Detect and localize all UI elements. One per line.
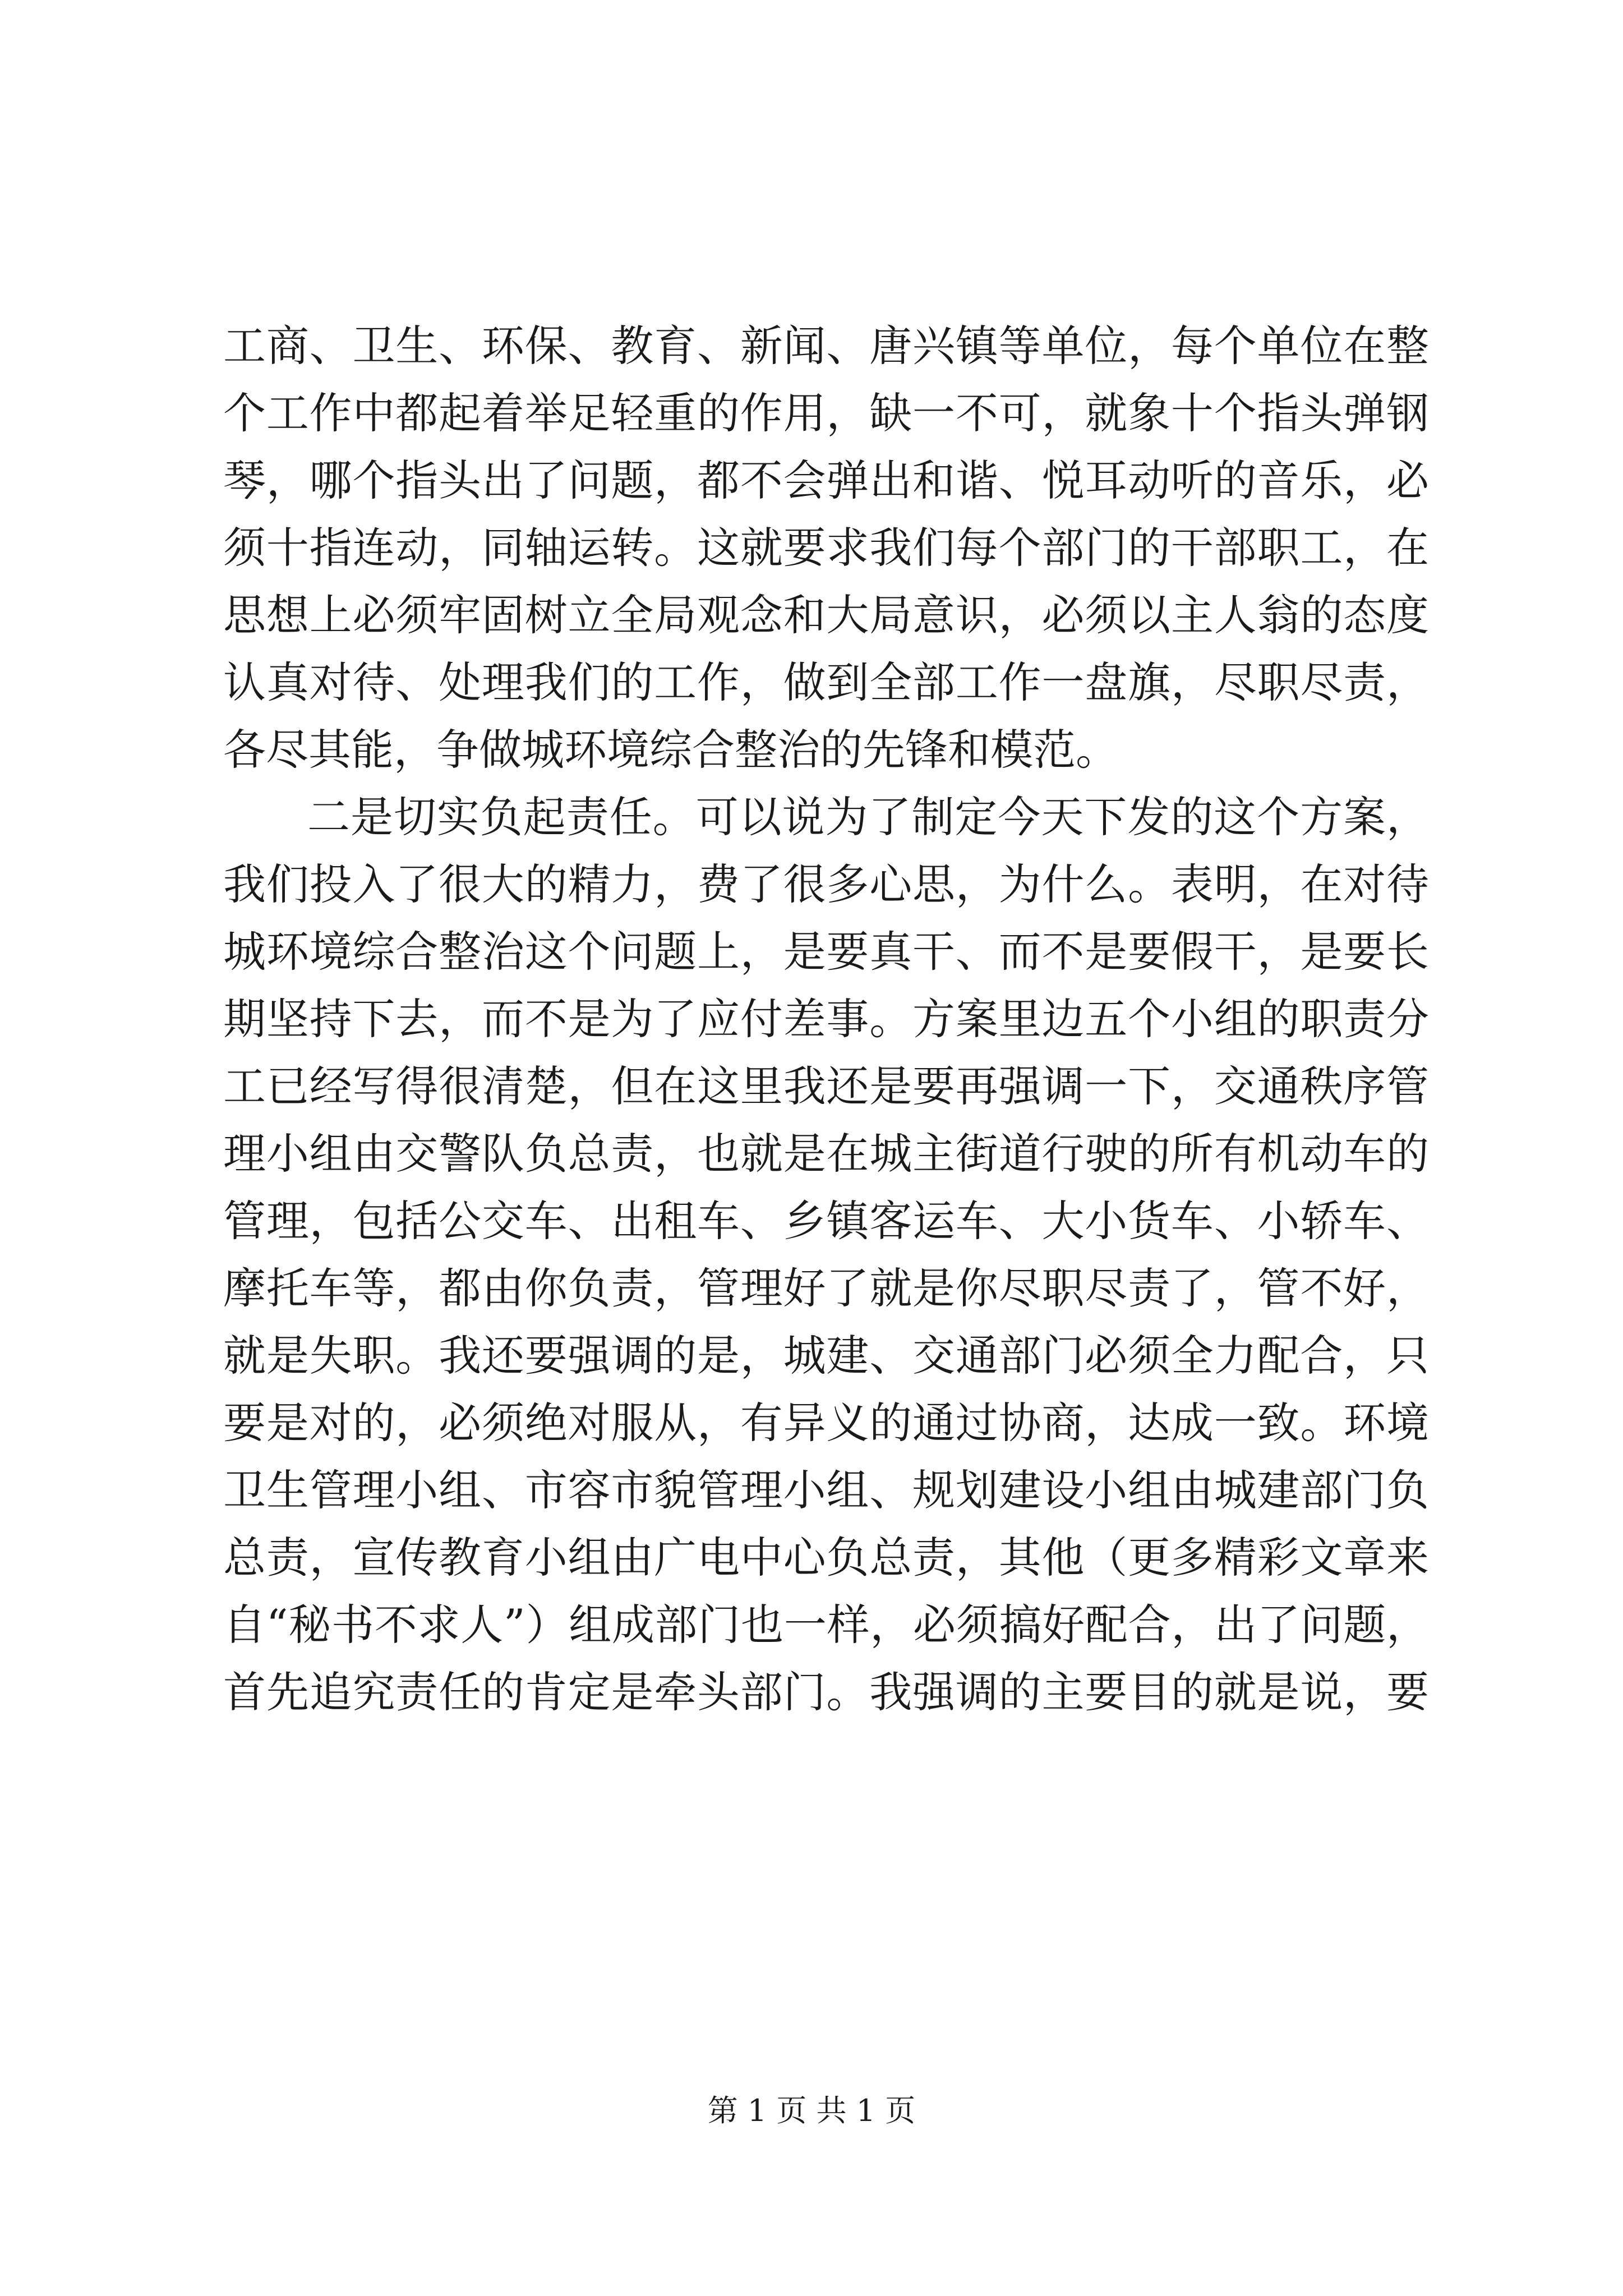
text-line: 须十指连动，同轴运转。这就要求我们每个部门的干部职工，在 [223, 523, 1429, 573]
text-line: 自“秘书不求人”）组成部门也一样，必须搞好配合，出了问题， [223, 1600, 1429, 1650]
text-line: 总责，宣传教育小组由广电中心负总责，其他（更多精彩文章来 [223, 1533, 1429, 1582]
text-line: 首先追究责任的肯定是牵头部门。我强调的主要目的就是说，要 [223, 1667, 1429, 1717]
text-line: 摩托车等，都由你负责，管理好了就是你尽职尽责了，管不好， [223, 1263, 1429, 1313]
text-line: 琴，哪个指头出了问题，都不会弹出和谐、悦耳动听的音乐，必 [223, 455, 1429, 505]
text-line: 工已经写得很清楚，但在这里我还是要再强调一下，交通秩序管 [223, 1061, 1429, 1111]
text-line: 要是对的，必须绝对服从，有异义的通过协商，达成一致。环境 [223, 1398, 1429, 1448]
text-line: 认真对待、处理我们的工作，做到全部工作一盘旗，尽职尽责， [223, 657, 1429, 707]
text-line: 二是切实负起责任。可以说为了制定今天下发的这个方案， [307, 792, 1429, 842]
text-line: 各尽其能，争做城环境综合整治的先锋和模范。 [223, 725, 1118, 775]
text-line: 管理，包括公交车、出租车、乡镇客运车、大小货车、小轿车、 [223, 1196, 1429, 1246]
text-line: 期坚持下去，而不是为了应付差事。方案里边五个小组的职责分 [223, 994, 1429, 1044]
text-line: 就是失职。我还要强调的是，城建、交通部门必须全力配合，只 [223, 1331, 1429, 1381]
page-number-footer: 第 1 页 共 1 页 [707, 2093, 916, 2128]
text-line: 思想上必须牢固树立全局观念和大局意识，必须以主人翁的态度 [223, 590, 1429, 640]
text-line: 城环境综合整治这个问题上，是要真干、而不是要假干，是要长 [223, 927, 1429, 977]
text-line: 卫生管理小组、市容市貌管理小组、规划建设小组由城建部门负 [223, 1465, 1429, 1515]
text-line: 理小组由交警队负总责，也就是在城主街道行驶的所有机动车的 [223, 1129, 1429, 1179]
text-line: 工商、卫生、环保、教育、新闻、唐兴镇等单位，每个单位在整 [223, 321, 1429, 371]
text-line: 我们投入了很大的精力，费了很多心思，为什么。表明，在对待 [223, 859, 1429, 909]
text-line: 个工作中都起着举足轻重的作用，缺一不可，就象十个指头弹钢 [223, 388, 1429, 438]
